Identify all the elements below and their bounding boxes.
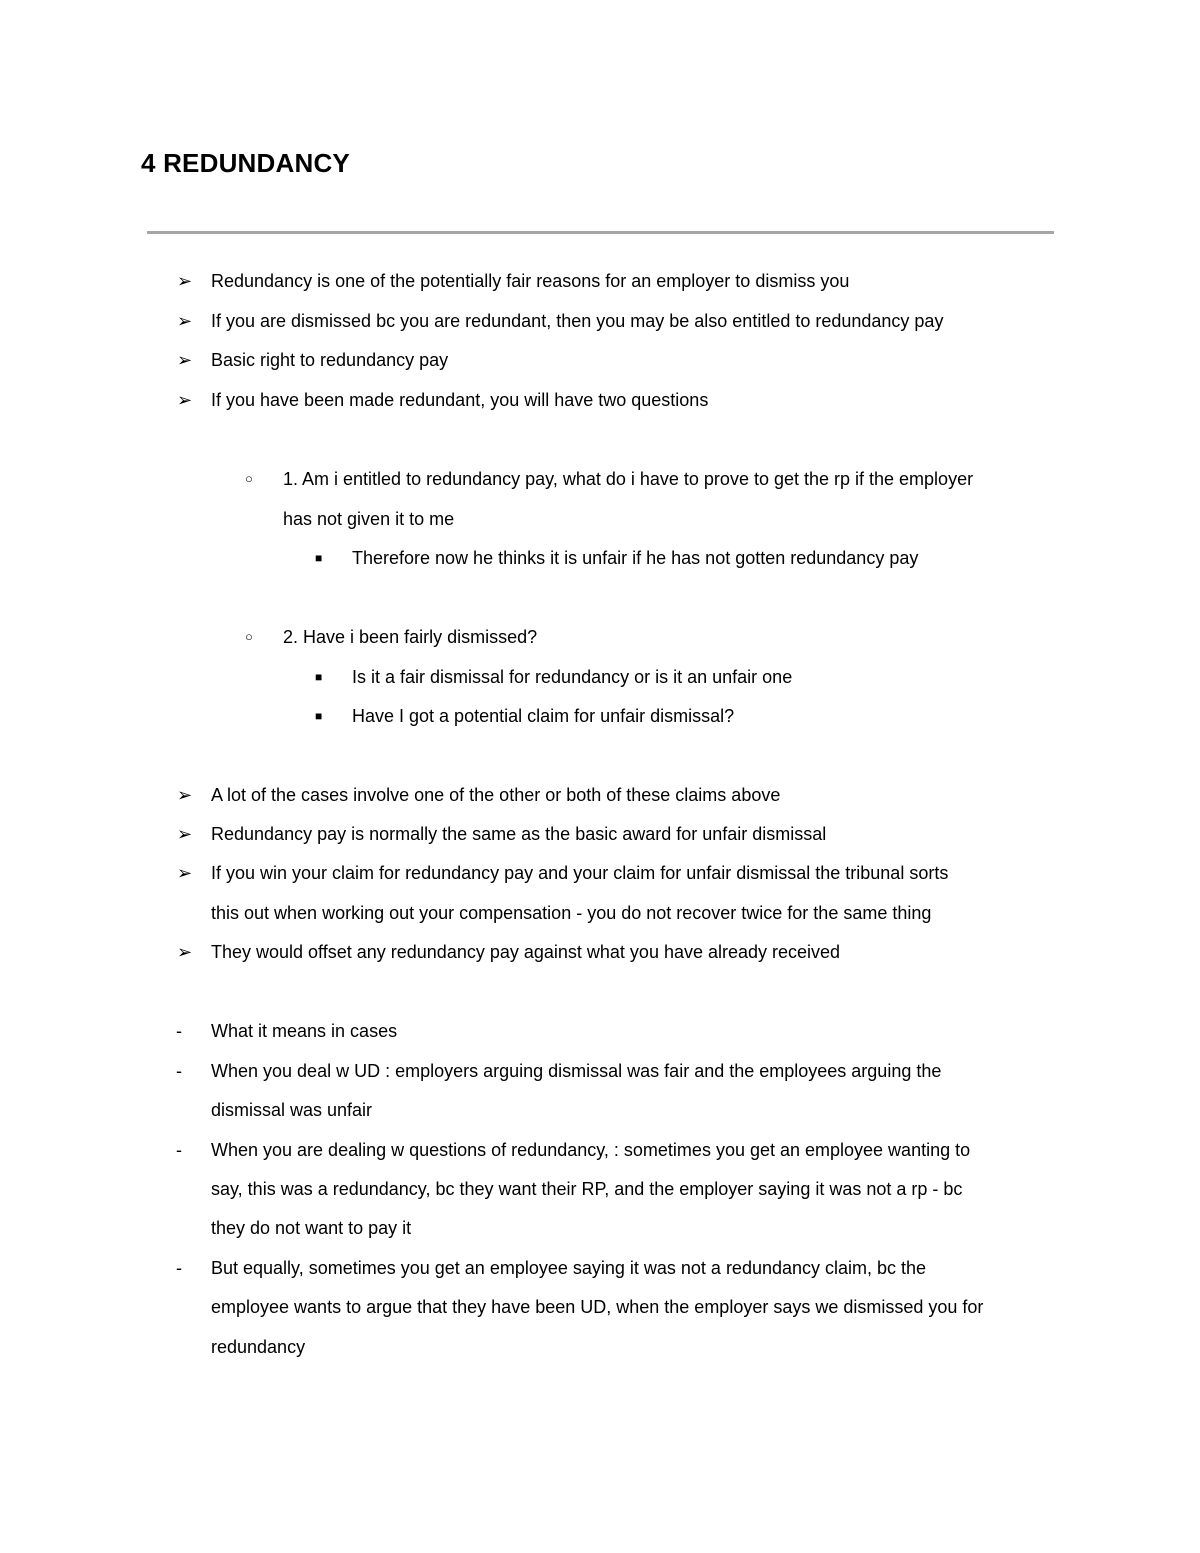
question-item-continued: has not given it to me: [283, 509, 455, 529]
arrow-bullet-icon: ➢: [177, 785, 193, 805]
dash-list-item-continued: dismissal was unfair: [211, 1100, 373, 1120]
list-item: If you have been made redundant, you will have two questions: [211, 390, 709, 410]
dash-list-item-continued: say, this was a redundancy, bc they want their RP, and the employer saying it was not a rp - bc: [211, 1179, 963, 1199]
question-item: 1. Am i entitled to redundancy pay, what do i have to prove to get the rp if the employer: [283, 469, 974, 489]
list-item: If you win your claim for redundancy pay and your claim for unfair dismissal the tribunal sorts: [211, 863, 949, 883]
horizontal-rule: [147, 231, 1054, 234]
dash-list-item: When you deal w UD : employers arguing dismissal was fair and the employees arguing the: [211, 1061, 942, 1081]
list-item: Redundancy is one of the potentially fair reasons for an employer to dismiss you: [211, 271, 850, 291]
arrow-bullet-icon: ➢: [177, 350, 193, 370]
arrow-bullet-icon: ➢: [177, 942, 193, 962]
dash-list-item-continued: redundancy: [211, 1337, 306, 1357]
sub-list-item: Therefore now he thinks it is unfair if he has not gotten redundancy pay: [352, 548, 919, 568]
arrow-bullet-icon: ➢: [177, 824, 193, 844]
dash-list-item: When you are dealing w questions of redundancy, : sometimes you get an employee wanting to: [211, 1140, 971, 1160]
dash-list-item-continued: they do not want to pay it: [211, 1218, 412, 1238]
dash-bullet-icon: -: [176, 1258, 182, 1278]
circle-bullet-icon: ○: [245, 629, 253, 644]
dash-bullet-icon: -: [176, 1021, 182, 1041]
arrow-bullet-icon: ➢: [177, 311, 193, 331]
page-title: 4 REDUNDANCY: [141, 148, 350, 178]
question-item: 2. Have i been fairly dismissed?: [283, 627, 538, 647]
arrow-bullet-icon: ➢: [177, 271, 193, 291]
square-bullet-icon: ■: [315, 551, 323, 565]
arrow-bullet-icon: ➢: [177, 863, 193, 883]
dash-bullet-icon: -: [176, 1061, 182, 1081]
list-item: They would offset any redundancy pay against what you have already received: [211, 942, 841, 962]
sub-list-item: Have I got a potential claim for unfair dismissal?: [352, 706, 735, 726]
dash-list-item-continued: employee wants to argue that they have been UD, when the employer says we dismissed you for: [211, 1297, 984, 1317]
arrow-bullet-icon: ➢: [177, 390, 193, 410]
dash-list-item: What it means in cases: [211, 1021, 398, 1041]
list-item-continued: this out when working out your compensation - you do not recover twice for the same thing: [211, 903, 932, 923]
list-item: A lot of the cases involve one of the other or both of these claims above: [211, 785, 781, 805]
sub-list-item: Is it a fair dismissal for redundancy or is it an unfair one: [352, 667, 793, 687]
list-item: If you are dismissed bc you are redundant, then you may be also entitled to redundancy pay: [211, 311, 944, 331]
circle-bullet-icon: ○: [245, 471, 253, 486]
list-item: Basic right to redundancy pay: [211, 350, 449, 370]
dash-list-item: But equally, sometimes you get an employee saying it was not a redundancy claim, bc the: [211, 1258, 927, 1278]
square-bullet-icon: ■: [315, 709, 323, 723]
list-item: Redundancy pay is normally the same as the basic award for unfair dismissal: [211, 824, 827, 844]
dash-bullet-icon: -: [176, 1140, 182, 1160]
square-bullet-icon: ■: [315, 670, 323, 684]
